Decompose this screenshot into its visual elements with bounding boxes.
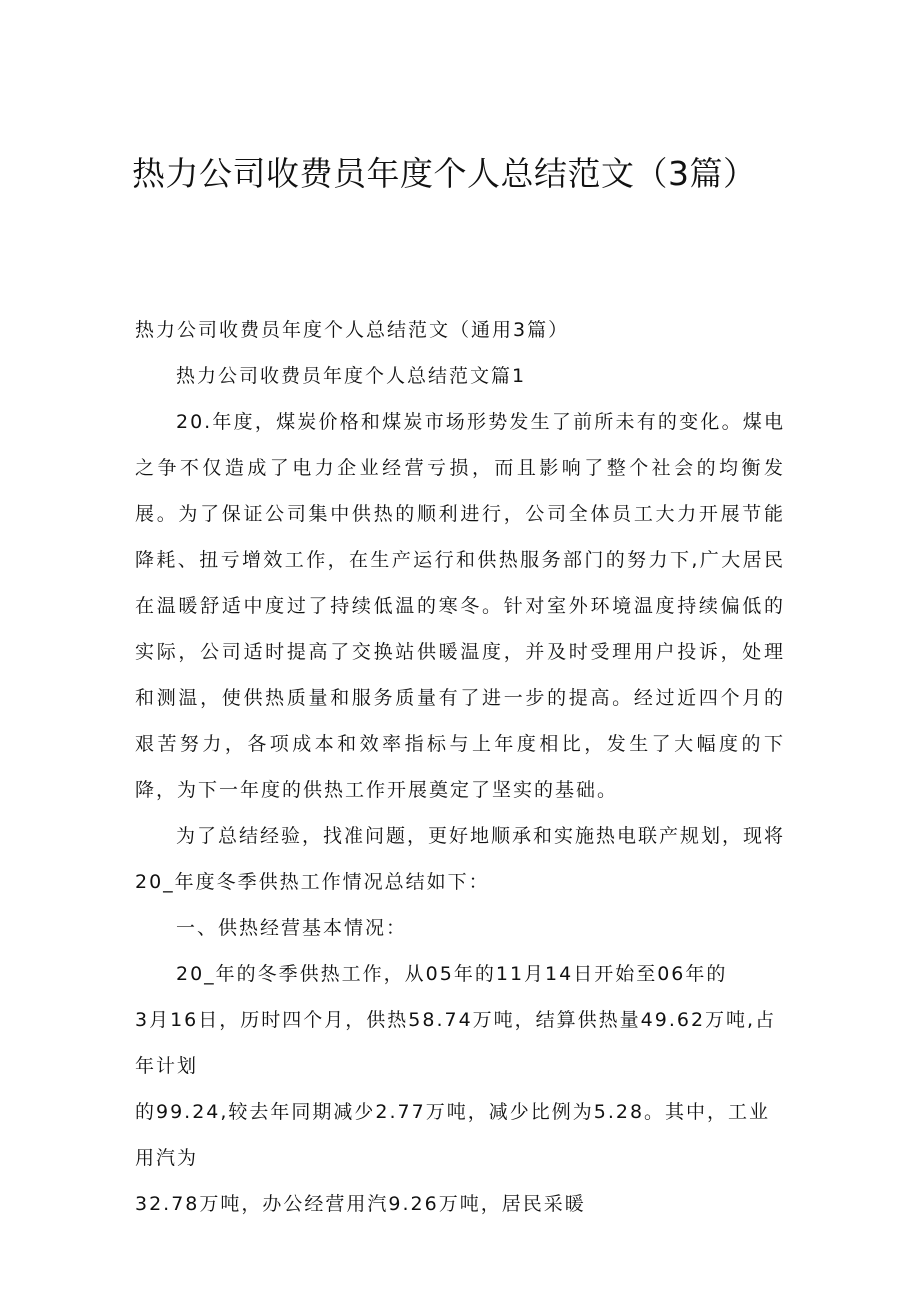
paragraph: 20.年度，煤炭价格和煤炭市场形势发生了前所未有的变化。煤电之争不仅造成了电力企业经营亏损，而且影响了整个社会的均衡发展。为了保证公司集中供热的顺利进行，公司全体员工大力开展节能降耗、扭亏增效工作，在生产运行和供热服务部门的努力下,广大居民在温暖舒适中度过了持续低温的寒冬。针对室外环境温度持续偏低的实际，公司适时提高了交换站供暖温度，并及时受理用户投诉，处理和测温，使供热质量和服务质量有了进一步的提高。经过近四个月的艰苦努力，各项成本和效率指标与上年度相比，发生了大幅度的下降，为下一年度的供热工作开展奠定了坚实的基础。	[135, 411, 785, 801]
paragraph: 为了总结经验，找准问题，更好地顺承和实施热电联产规划，现将20_年度冬季供热工作情况总结如下：	[135, 825, 786, 893]
section-subheading: 一、供热经营基本情况：	[176, 917, 408, 939]
document-title: 热力公司收费员年度个人总结范文（3篇）	[132, 154, 757, 193]
paragraph-line: 20_年的冬季供热工作，从05年的11月14日开始至06年的	[176, 963, 728, 985]
document-subtitle: 热力公司收费员年度个人总结范文（通用3篇）	[135, 319, 570, 341]
section-heading: 热力公司收费员年度个人总结范文篇1	[176, 365, 527, 387]
paragraph-line: 的99.24,较去年同期减少2.77万吨，减少比例为5.28。其中，工业用汽为	[135, 1101, 771, 1169]
document-body	[135, 307, 785, 1227]
paragraph-line: 32.78万吨，办公经营用汽9.26万吨，居民采暖	[135, 1193, 586, 1215]
paragraph-line: 3月16日，历时四个月，供热58.74万吨，结算供热量49.62万吨,占年计划	[135, 1009, 777, 1077]
